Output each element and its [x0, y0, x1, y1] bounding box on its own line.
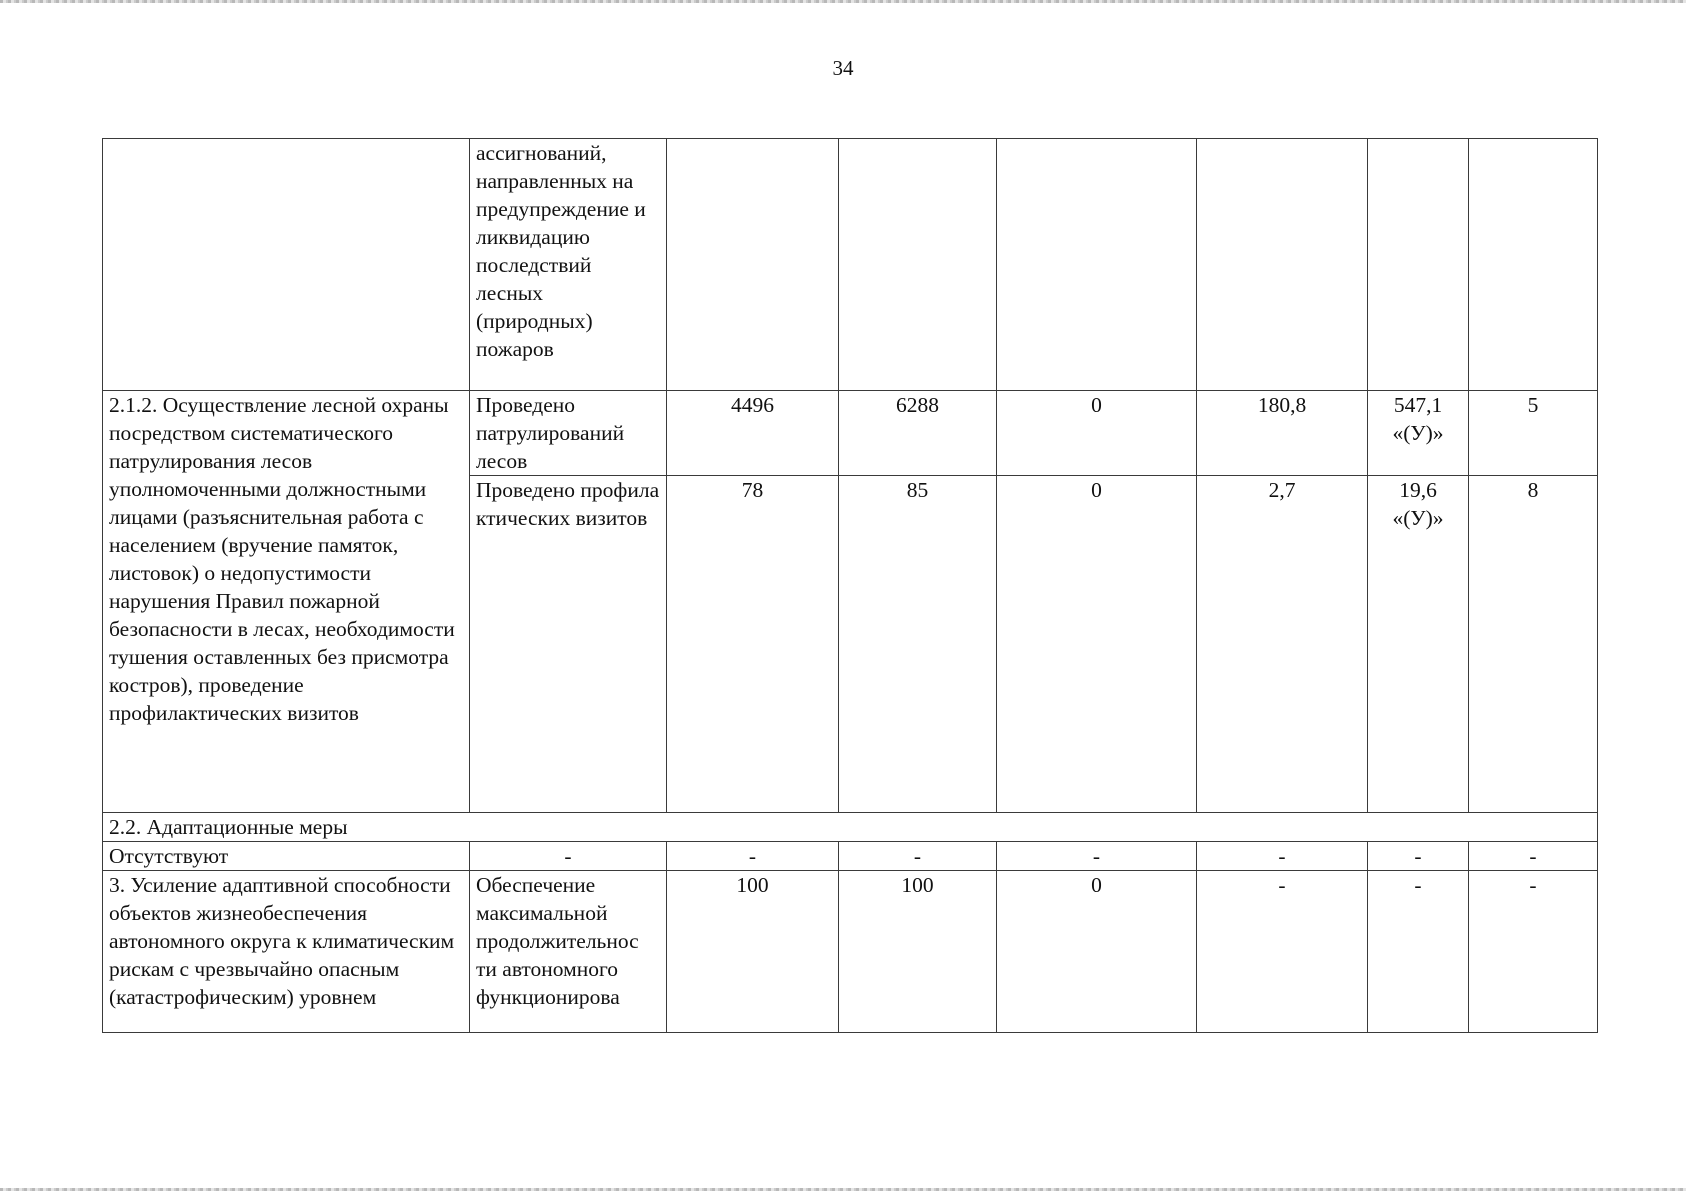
value-cell: - [997, 842, 1197, 871]
page-number: 34 [832, 56, 854, 80]
value-cell: - [839, 842, 997, 871]
value-cell: 180,8 [1197, 391, 1368, 476]
value-cell: 5 [1469, 391, 1598, 476]
indicator-cell: Проведено профилактических визитов [470, 476, 667, 813]
table-row [103, 842, 1598, 871]
value-cell: 2,7 [1197, 476, 1368, 813]
section-title-cell: 2.2. Адаптационные меры [103, 813, 1598, 842]
value-cell: - [1368, 842, 1469, 871]
value-cell: - [1469, 842, 1598, 871]
value-cell-empty [1368, 139, 1469, 391]
value-cell-empty [839, 139, 997, 391]
measure-cell: 2.1.2. Осуществление лесной охраны посредством систематического патрулирования лесов уполномоченными должностными лицами (разъяснительная работа с населением (вручение памяток, листовок) о недопустимости нарушения Правил пожарной безопасности в лесах, необходимости тушения оставленных без присмотра костров), проведение профилактических визитов [103, 391, 470, 813]
measure-cell: 3. Усиление адаптивной способности объектов жизнеобеспечения автономного округа к климатическим рискам с чрезвычайно опасным (катастрофическим) уровнем [103, 871, 470, 1033]
table-row [103, 391, 1598, 476]
value-cell: 100 [667, 871, 839, 1033]
value-cell: 0 [997, 476, 1197, 813]
scan-bottom-edge [0, 1188, 1686, 1191]
value-cell: 547,1 «(У)» [1368, 391, 1469, 476]
table-row [103, 813, 1598, 842]
indicator-cell: ассигнований, направленных на предупреждение и ликвидацию последствий лесных (природных) пожаров [470, 139, 667, 391]
table-row [103, 139, 1598, 391]
value-cell: 4496 [667, 391, 839, 476]
value-cell: 100 [839, 871, 997, 1033]
value-cell-empty [997, 139, 1197, 391]
value-cell: - [1469, 871, 1598, 1033]
value-cell: 85 [839, 476, 997, 813]
value-cell-empty [667, 139, 839, 391]
value-cell: 19,6 «(У)» [1368, 476, 1469, 813]
value-cell: 0 [997, 391, 1197, 476]
value-cell: 8 [1469, 476, 1598, 813]
value-cell: - [1368, 871, 1469, 1033]
value-cell-empty [1197, 139, 1368, 391]
indicator-cell: Обеспечение максимальной продолжительнос ти автономного функционирова [470, 871, 667, 1033]
value-cell: - [470, 842, 667, 871]
value-cell: 6288 [839, 391, 997, 476]
value-cell: 0 [997, 871, 1197, 1033]
scan-top-edge [0, 0, 1686, 3]
value-cell: - [667, 842, 839, 871]
table-row [103, 871, 1598, 1033]
value-cell-empty [1469, 139, 1598, 391]
measures-table [102, 138, 1598, 1033]
value-cell: - [1197, 871, 1368, 1033]
value-cell: 78 [667, 476, 839, 813]
measure-cell-empty [103, 139, 470, 391]
measure-cell: Отсутствуют [103, 842, 470, 871]
value-cell: - [1197, 842, 1368, 871]
indicator-cell: Проведено патрулирований лесов [470, 391, 667, 476]
